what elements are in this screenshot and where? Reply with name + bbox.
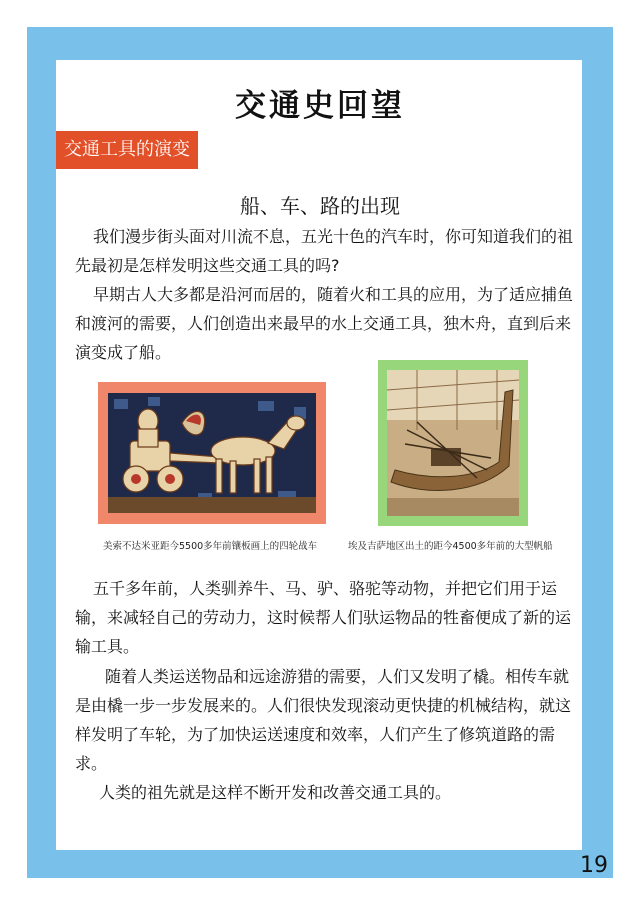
page-number: 19	[580, 853, 608, 878]
chariot-illustration	[108, 393, 316, 513]
chariot-caption: 美索不达米亚距今5500多年前镶板画上的四轮战车	[103, 541, 318, 552]
section-subtitle: 船、车、路的出现	[240, 194, 400, 218]
boat-illustration	[387, 370, 519, 516]
paragraph-3: 五千多年前，人类驯养牛、马、驴、骆驼等动物，并把它们用于运输，来减轻自己的劳动力，这时候帮人们驮运物品的牲畜便成了新的运输工具。	[75, 579, 572, 656]
paragraph-5: 人类的祖先就是这样不断开发和改善交通工具的。	[99, 783, 452, 802]
boat-image	[378, 360, 528, 526]
section-badge: 交通工具的演变	[56, 131, 198, 169]
paragraph-4: 随着人类运送物品和远途游猎的需要，人们又发明了橇。相传车就是由橇一步一步发展来的。人们很快发现滚动更快捷的机械结构，就这样发明了车轮，为了加快运送速度和效率，人们产生了修筑道路的需求。	[75, 667, 572, 773]
paragraph-1: 我们漫步街头面对川流不息，五光十色的汽车时，你可知道我们的祖先最初是怎样发明这些交通工具的吗?	[75, 227, 574, 275]
page-title: 交通史回望	[235, 88, 405, 124]
boat-caption: 埃及吉萨地区出土的距今4500多年前的大型帆船	[348, 541, 553, 552]
chariot-image	[98, 382, 326, 524]
paragraph-2: 早期古人大多都是沿河而居的，随着火和工具的应用，为了适应捕鱼和渡河的需要，人们创造出来最早的水上交通工具，独木舟，直到后来演变成了船。	[75, 285, 574, 362]
